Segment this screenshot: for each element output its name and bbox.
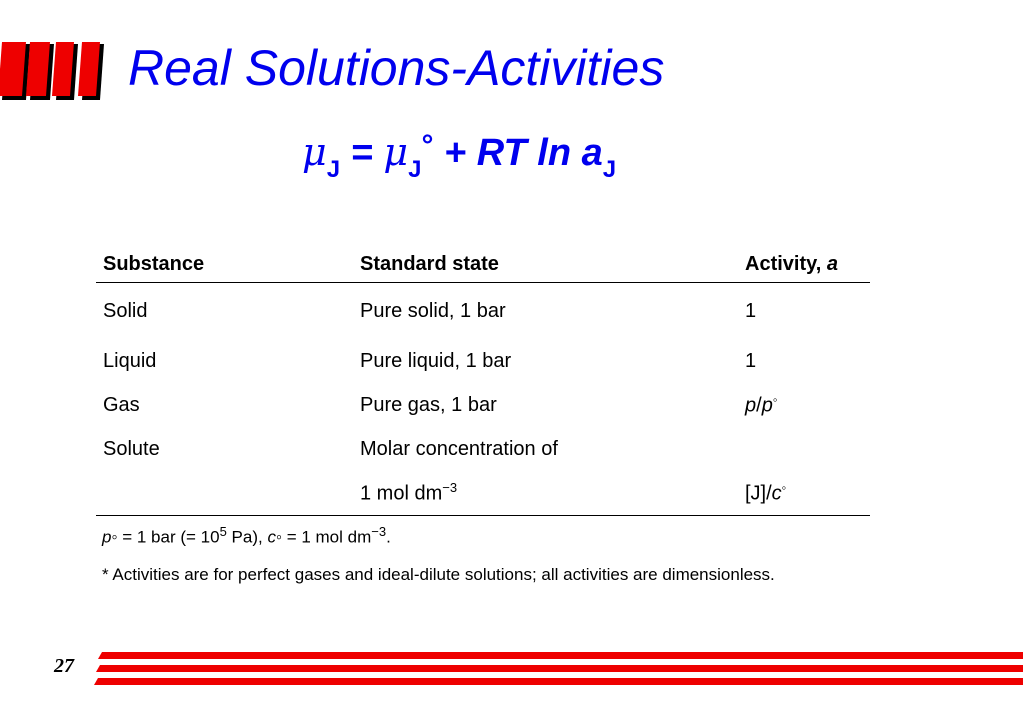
page-number: 27 [54, 655, 74, 677]
table-header-row [96, 246, 870, 283]
standard-circle: ◦ [772, 392, 778, 408]
cell-substance: Gas [103, 393, 140, 416]
header-activity-label: Activity, [745, 252, 827, 275]
rt-ln-term: + RT ln [433, 132, 582, 174]
note-circle: ◦ [275, 527, 282, 547]
note-c-symbol: c [267, 527, 276, 547]
header-substance: Substance [96, 246, 353, 283]
header-activity [738, 246, 870, 283]
note-text: = 1 bar (= 10 [117, 527, 220, 547]
note-p-symbol: p [102, 527, 112, 547]
pressure-symbol: p [745, 394, 757, 417]
standard-concentration-symbol: c [771, 482, 782, 505]
cell-activity: 1 [745, 299, 757, 322]
footer-line [94, 678, 1023, 685]
cell-substance: Liquid [103, 349, 157, 372]
decoration-bar [26, 42, 54, 100]
subscript-j: J [326, 156, 341, 183]
degree-symbol: ° [421, 129, 434, 162]
footer-decoration-lines [94, 650, 1023, 688]
subscript-j: J [408, 156, 422, 183]
equals-sign: = [340, 132, 384, 174]
mu-symbol: μ [383, 130, 409, 174]
header-activity-symbol: a [826, 252, 838, 275]
chemical-potential-equation [302, 124, 616, 184]
table-row [96, 383, 870, 427]
cell-standard-state: Molar concentration of [360, 437, 558, 460]
footer-line [96, 665, 1023, 672]
note-circle: ◦ [111, 527, 118, 547]
note-exponent: −3 [371, 524, 387, 539]
cell-standard-state: Pure solid, 1 bar [360, 299, 506, 322]
subscript-j: J [602, 156, 617, 183]
note-text: Pa), [226, 527, 268, 547]
note-text: = 1 mol dm [281, 527, 372, 547]
standard-pressure-symbol: p [761, 394, 773, 417]
concentration-text: [J]/ [745, 482, 772, 505]
cell-standard-state [353, 471, 738, 516]
standard-circle: ◦ [781, 480, 787, 496]
cell-activity [738, 471, 870, 516]
note-text: . [386, 527, 391, 547]
table-row [96, 283, 870, 340]
footer-line [98, 652, 1023, 659]
cell-activity [738, 427, 870, 471]
standard-values-note [102, 524, 391, 548]
decoration-bar [78, 42, 104, 100]
title-decoration-bars [0, 42, 110, 102]
activity-table [96, 246, 870, 516]
table-row [96, 339, 870, 383]
cell-activity: 1 [745, 349, 757, 372]
cell-substance [96, 471, 353, 516]
mu-symbol: μ [302, 130, 327, 174]
decoration-bar [0, 42, 30, 100]
note-exponent: 5 [219, 524, 227, 539]
decoration-bar [52, 42, 78, 100]
cell-activity [738, 383, 870, 427]
unit-exponent: −3 [442, 480, 458, 496]
table-row [96, 471, 870, 516]
cell-standard-state: Pure liquid, 1 bar [360, 349, 512, 372]
table-row [96, 427, 870, 471]
cell-substance: Solute [103, 437, 160, 460]
activity-symbol: a [581, 132, 603, 174]
activities-footnote: * Activities are for perfect gases and ideal-dilute solutions; all activities are dimensionless. [102, 565, 775, 584]
cell-substance: Solid [103, 299, 148, 322]
slash: / [756, 394, 762, 417]
header-standard-state: Standard state [353, 246, 738, 283]
unit-text: 1 mol dm [360, 482, 443, 505]
slide-title: Real Solutions-Activities [128, 40, 665, 96]
cell-standard-state: Pure gas, 1 bar [360, 393, 497, 416]
